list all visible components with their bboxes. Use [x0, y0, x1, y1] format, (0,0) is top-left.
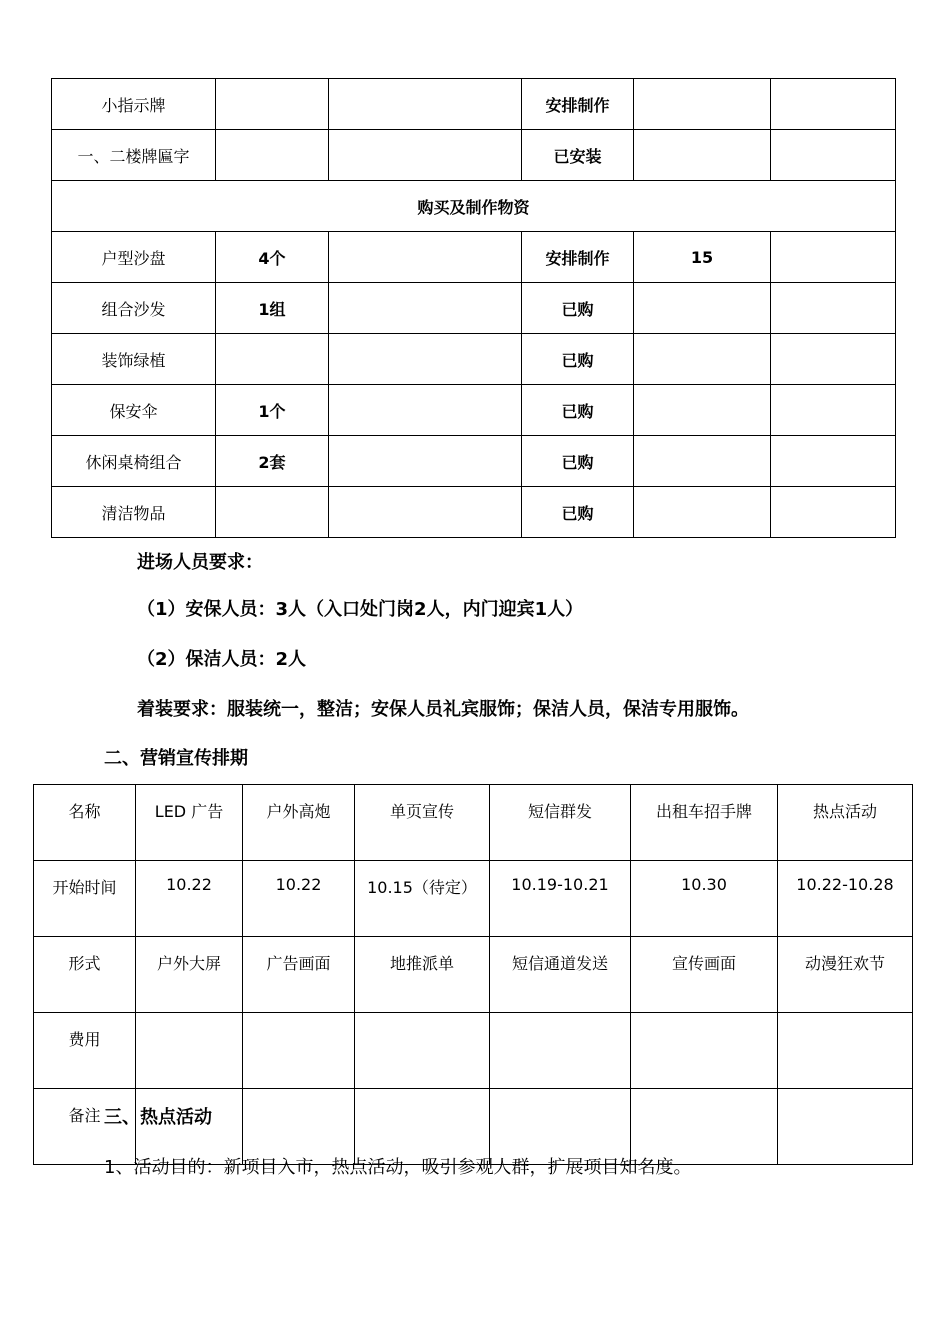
- table-row: [34, 937, 913, 1013]
- table-row: [52, 385, 896, 436]
- item-note: [329, 334, 522, 385]
- table-cell: 10.15（待定）: [355, 861, 490, 937]
- item-status: 已购: [522, 283, 634, 334]
- staff-security: （1）安保人员：3人（入口处门岗2人，内门迎宾1人）: [137, 599, 584, 620]
- table-cell: 单页宣传: [355, 785, 490, 861]
- item-note: [329, 79, 522, 130]
- section-header: 购买及制作物资: [52, 181, 896, 232]
- table-row: [52, 487, 896, 538]
- section-header-row: [52, 181, 896, 232]
- table-cell: 户外高炮: [243, 785, 355, 861]
- table-row: [52, 334, 896, 385]
- row-header-cell: 备注: [34, 1089, 136, 1165]
- table-cell: 热点活动: [778, 785, 913, 861]
- table-cell: [490, 1013, 631, 1089]
- item-qty: [216, 130, 329, 181]
- table-cell: 出租车招手牌: [631, 785, 778, 861]
- row-header-cell: 费用: [34, 1013, 136, 1089]
- item-last: [771, 130, 896, 181]
- dress-code: 着装要求：服装统一，整洁；安保人员礼宾服饰；保洁人员，保洁专用服饰。: [137, 699, 749, 720]
- table-cell: [631, 1013, 778, 1089]
- item-last: [771, 487, 896, 538]
- item-name: 组合沙发: [52, 283, 216, 334]
- table-cell: 宣传画面: [631, 937, 778, 1013]
- table-row: [52, 283, 896, 334]
- staff-heading: 进场人员要求：: [137, 552, 263, 573]
- activity-purpose: 1、活动目的：新项目入市，热点活动，吸引参观人群，扩展项目知名度。: [104, 1157, 692, 1178]
- item-extra: [634, 79, 771, 130]
- table-cell: 10.30: [631, 861, 778, 937]
- item-name: 清洁物品: [52, 487, 216, 538]
- table-row: [52, 79, 896, 130]
- item-last: [771, 232, 896, 283]
- table-cell: [243, 1013, 355, 1089]
- item-extra: [634, 283, 771, 334]
- item-status: 已购: [522, 385, 634, 436]
- item-note: [329, 487, 522, 538]
- table-cell: 10.22: [243, 861, 355, 937]
- item-extra: [634, 385, 771, 436]
- item-name: 户型沙盘: [52, 232, 216, 283]
- item-last: [771, 385, 896, 436]
- item-extra: [634, 334, 771, 385]
- section-2-title: 二、营销宣传排期: [104, 748, 248, 769]
- table-cell: 地推派单: [355, 937, 490, 1013]
- table-row: [34, 785, 913, 861]
- table-cell: 10.22-10.28: [778, 861, 913, 937]
- item-status: 安排制作: [522, 232, 634, 283]
- item-last: [771, 334, 896, 385]
- item-name: 一、二楼牌匾字: [52, 130, 216, 181]
- item-note: [329, 232, 522, 283]
- item-last: [771, 283, 896, 334]
- item-name: 小指示牌: [52, 79, 216, 130]
- item-qty: 1个: [216, 385, 329, 436]
- item-qty: 2套: [216, 436, 329, 487]
- table-cell: [778, 1013, 913, 1089]
- item-status: 已安装: [522, 130, 634, 181]
- table-row: [52, 232, 896, 283]
- row-header-cell: 形式: [34, 937, 136, 1013]
- item-name: 保安伞: [52, 385, 216, 436]
- item-name: 休闲桌椅组合: [52, 436, 216, 487]
- item-status: 已购: [522, 487, 634, 538]
- table-cell: [136, 1013, 243, 1089]
- table-cell: 户外大屏: [136, 937, 243, 1013]
- table-row: [34, 861, 913, 937]
- table-cell: 10.22: [136, 861, 243, 937]
- staff-cleaning: （2）保洁人员：2人: [137, 649, 307, 670]
- materials-table: [51, 78, 896, 538]
- item-qty: 4个: [216, 232, 329, 283]
- table-cell: 短信群发: [490, 785, 631, 861]
- row-header-cell: 名称: [34, 785, 136, 861]
- item-last: [771, 436, 896, 487]
- item-extra: [634, 436, 771, 487]
- item-note: [329, 130, 522, 181]
- item-status: 已购: [522, 334, 634, 385]
- table-cell: [778, 1089, 913, 1165]
- table-row: [34, 1013, 913, 1089]
- item-extra: 15: [634, 232, 771, 283]
- table-cell: [355, 1013, 490, 1089]
- item-extra: [634, 130, 771, 181]
- item-name: 装饰绿植: [52, 334, 216, 385]
- table-row: [52, 436, 896, 487]
- item-qty: 1组: [216, 283, 329, 334]
- item-note: [329, 436, 522, 487]
- table-cell: 广告画面: [243, 937, 355, 1013]
- table-cell: 动漫狂欢节: [778, 937, 913, 1013]
- section-3-title: 三、热点活动: [104, 1107, 212, 1128]
- table-cell: 10.19-10.21: [490, 861, 631, 937]
- item-status: 已购: [522, 436, 634, 487]
- table-cell: 短信通道发送: [490, 937, 631, 1013]
- table-row: [52, 130, 896, 181]
- item-qty: [216, 487, 329, 538]
- item-note: [329, 283, 522, 334]
- table-cell: LED 广告: [136, 785, 243, 861]
- row-header-cell: 开始时间: [34, 861, 136, 937]
- item-qty: [216, 79, 329, 130]
- item-last: [771, 79, 896, 130]
- item-extra: [634, 487, 771, 538]
- item-note: [329, 385, 522, 436]
- item-qty: [216, 334, 329, 385]
- item-status: 安排制作: [522, 79, 634, 130]
